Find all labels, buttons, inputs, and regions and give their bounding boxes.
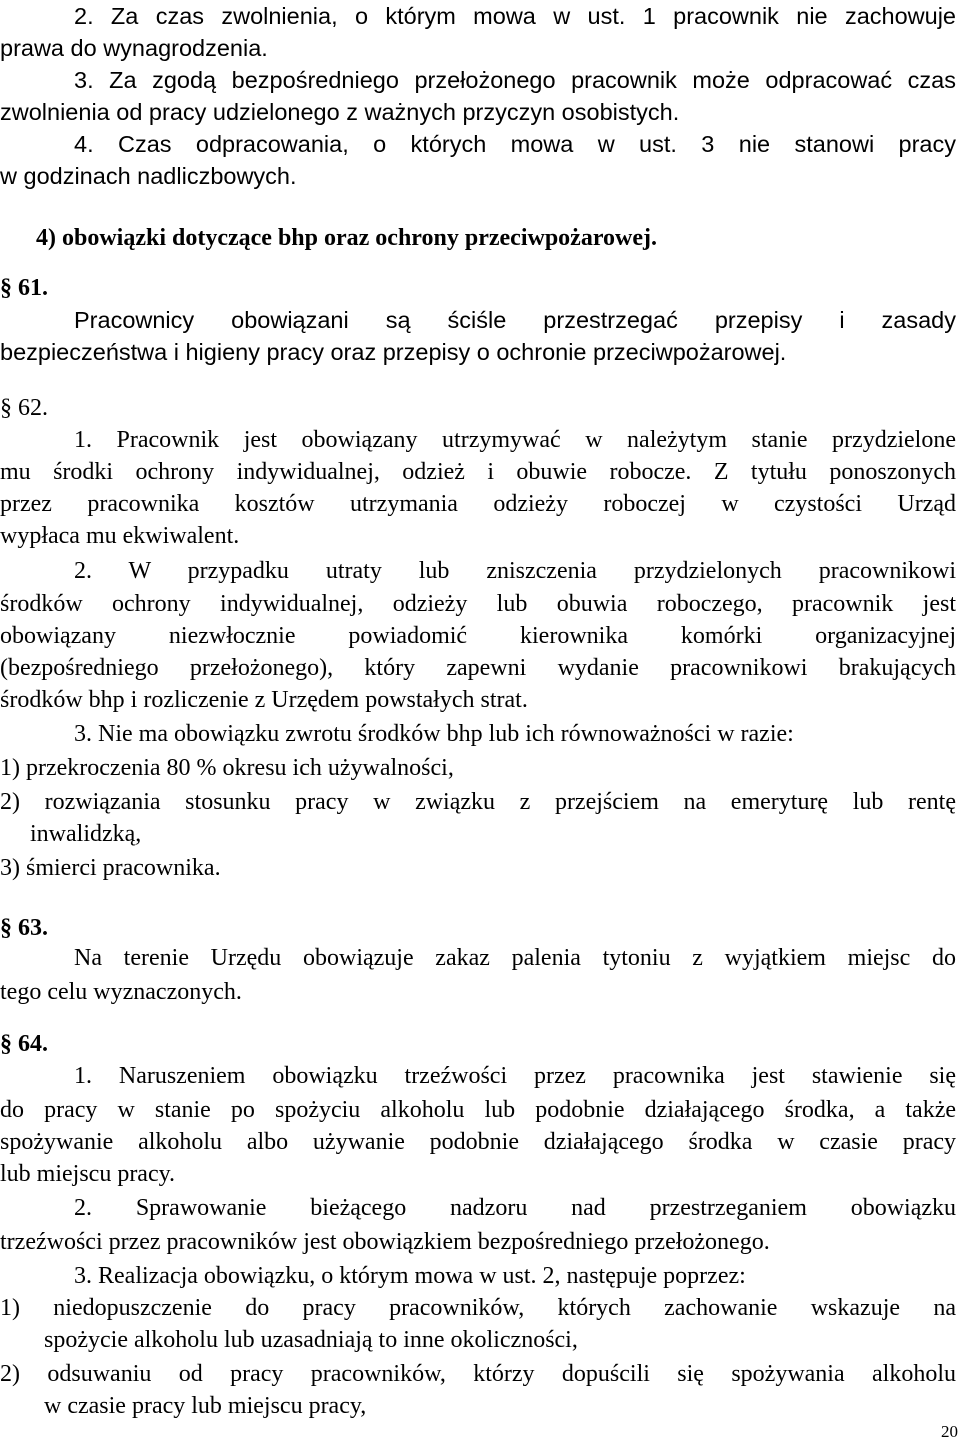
list-item: 3) śmierci pracownika. [0, 855, 221, 881]
paragraph-number-61: § 61. [0, 275, 48, 301]
para-line: Na terenie Urzędu obowiązuje zakaz palenia tytoniu z wyjątkiem miejsc do [74, 945, 956, 971]
paragraph-number-62: § 62. [0, 395, 48, 421]
para-line: 2. W przypadku utraty lub zniszczenia przydzielonych pracownikowi [74, 558, 956, 584]
para-line: środków bhp i rozliczenie z Urzędem powstałych strat. [0, 687, 528, 713]
paragraph-number-64: § 64. [0, 1031, 48, 1057]
para-line: lub miejscu pracy. [0, 1161, 176, 1187]
list-item: 2) rozwiązania stosunku pracy w związku z przejściem na emeryturę lub rentę [0, 789, 956, 815]
para-line: trzeźwości przez pracowników jest obowiązkiem bezpośredniego przełożonego. [0, 1229, 770, 1255]
paragraph-number-63: § 63. [0, 915, 48, 941]
list-item: 1) przekroczenia 80 % okresu ich używalności, [0, 755, 454, 781]
para-line: 1. Pracownik jest obowiązany utrzymywać w należytym stanie przydzielone [74, 427, 956, 453]
para-line: 3. Nie ma obowiązku zwrotu środków bhp lub ich równoważności w razie: [74, 721, 794, 747]
para-line: 3. Realizacja obowiązku, o którym mowa w ust. 2, następuje poprzez: [74, 1263, 746, 1289]
para-line: zwolnienia od pracy udzielonego z ważnych przyczyn osobistych. [0, 99, 680, 125]
list-item: 1) niedopuszczenie do pracy pracowników, których zachowanie wskazuje na [0, 1295, 956, 1321]
para-line: 3. Za zgodą bezpośredniego przełożonego pracownik może odpracować czas [74, 67, 956, 93]
para-line: przez pracownika kosztów utrzymania odzieży roboczej w czystości Urząd [0, 491, 956, 517]
para-line: Pracownicy obowiązani są ściśle przestrzegać przepisy i zasady [74, 307, 956, 333]
para-line: obowiązany niezwłocznie powiadomić kierownika komórki organizacyjnej [0, 623, 956, 649]
para-line: bezpieczeństwa i higieny pracy oraz przepisy o ochronie przeciwpożarowej. [0, 339, 787, 365]
list-item-continuation: w czasie pracy lub miejscu pracy, [44, 1393, 367, 1419]
para-line: wypłaca mu ekwiwalent. [0, 523, 240, 549]
para-line: 2. Sprawowanie bieżącego nadzoru nad przestrzeganiem obowiązku [74, 1195, 956, 1221]
para-line: 1. Naruszeniem obowiązku trzeźwości przez pracownika jest stawienie się [74, 1063, 956, 1089]
para-line: spożywanie alkoholu albo używanie podobnie działającego środka w czasie pracy [0, 1129, 956, 1155]
para-line: (bezpośredniego przełożonego), który zapewni wydanie pracownikowi brakujących [0, 655, 956, 681]
list-item-continuation: spożycie alkoholu lub uzasadniają to inne okoliczności, [44, 1327, 578, 1353]
list-item: 2) odsuwaniu od pracy pracowników, którzy dopuścili się spożywania alkoholu [0, 1361, 956, 1387]
para-line: 4. Czas odpracowania, o których mowa w ust. 3 nie stanowi pracy [74, 131, 956, 157]
list-item-continuation: inwalidzką, [30, 821, 142, 847]
para-line: 2. Za czas zwolnienia, o którym mowa w ust. 1 pracownik nie zachowuje [74, 3, 956, 29]
para-line: tego celu wyznaczonych. [0, 979, 242, 1005]
page-number: 20 [941, 1422, 958, 1441]
para-line: w godzinach nadliczbowych. [0, 163, 297, 189]
para-line: mu środki ochrony indywidualnej, odzież i obuwie robocze. Z tytułu ponoszonych [0, 459, 956, 485]
para-line: środków ochrony indywidualnej, odzieży lub obuwia roboczego, pracownik jest [0, 591, 956, 617]
para-line: do pracy w stanie po spożyciu alkoholu lub podobnie działającego środka, a także [0, 1097, 956, 1123]
para-line: prawa do wynagrodzenia. [0, 35, 268, 61]
section-heading: 4) obowiązki dotyczące bhp oraz ochrony przeciwpożarowej. [36, 225, 658, 251]
